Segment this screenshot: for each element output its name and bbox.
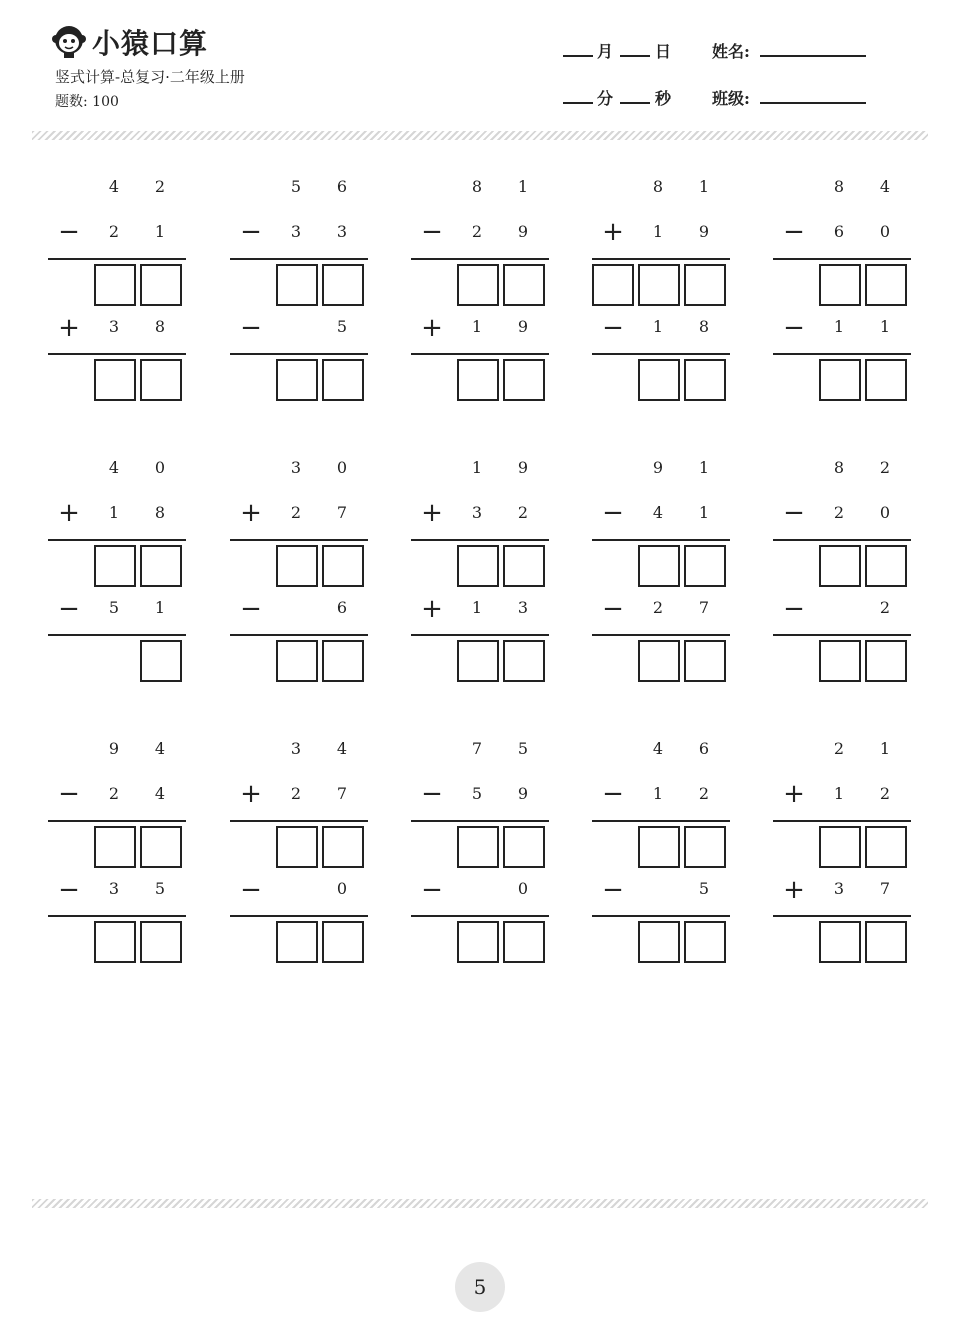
operand-digit: 0: [336, 458, 348, 477]
equals-line: [48, 634, 186, 636]
second-label: 秒: [655, 89, 672, 108]
operand-digit: 3: [517, 598, 529, 617]
answer-box[interactable]: [140, 826, 182, 868]
answer-box[interactable]: [638, 264, 680, 306]
equals-line: [592, 634, 730, 636]
operand-digit: 1: [471, 598, 483, 617]
equals-line: [592, 539, 730, 541]
operand-digit: 2: [154, 177, 166, 196]
operator-sign: +: [421, 498, 443, 528]
operand-digit: 5: [336, 317, 348, 336]
operand-digit: 1: [471, 458, 483, 477]
equals-line: [230, 258, 368, 260]
operand-digit: 0: [517, 879, 529, 898]
operand-digit: 1: [879, 317, 891, 336]
operator-sign: −: [58, 217, 80, 247]
answer-box[interactable]: [503, 640, 545, 682]
operator-sign: −: [602, 313, 624, 343]
operand-digit: 9: [517, 317, 529, 336]
answer-box[interactable]: [865, 359, 907, 401]
vertical-problem: [773, 170, 913, 400]
operator-sign: +: [421, 313, 443, 343]
answer-box[interactable]: [457, 264, 499, 306]
operand-digit: 5: [517, 739, 529, 758]
month-label: 月: [597, 42, 614, 61]
answer-box[interactable]: [819, 545, 861, 587]
operand-digit: 3: [290, 222, 302, 241]
operand-digit: 4: [336, 739, 348, 758]
minute-blank[interactable]: [563, 102, 593, 104]
operand-digit: 8: [471, 177, 483, 196]
operand-digit: 1: [879, 739, 891, 758]
operator-sign: +: [783, 875, 805, 905]
operand-digit: 0: [336, 879, 348, 898]
answer-box[interactable]: [865, 826, 907, 868]
operand-digit: 3: [336, 222, 348, 241]
equals-line: [411, 539, 549, 541]
operand-digit: 2: [879, 458, 891, 477]
operand-digit: 6: [336, 598, 348, 617]
vertical-problem: [48, 451, 188, 681]
operator-sign: −: [602, 875, 624, 905]
answer-box[interactable]: [819, 640, 861, 682]
answer-box[interactable]: [322, 921, 364, 963]
operator-sign: −: [783, 313, 805, 343]
equals-line: [411, 820, 549, 822]
equals-line: [592, 915, 730, 917]
answer-box[interactable]: [684, 264, 726, 306]
class-label: 班级:: [712, 89, 750, 108]
answer-box[interactable]: [684, 921, 726, 963]
operand-digit: 2: [108, 784, 120, 803]
operand-digit: 8: [833, 458, 845, 477]
equals-line: [48, 539, 186, 541]
operand-digit: 2: [879, 784, 891, 803]
answer-box[interactable]: [503, 826, 545, 868]
operator-sign: −: [240, 313, 262, 343]
vertical-problem: [411, 170, 551, 400]
equals-line: [773, 258, 911, 260]
class-blank[interactable]: [760, 102, 866, 104]
equals-line: [48, 820, 186, 822]
answer-box[interactable]: [140, 640, 182, 682]
equals-line: [230, 353, 368, 355]
answer-box[interactable]: [819, 826, 861, 868]
answer-box[interactable]: [865, 264, 907, 306]
operand-digit: 4: [652, 739, 664, 758]
operand-digit: 4: [108, 458, 120, 477]
answer-box[interactable]: [638, 545, 680, 587]
equals-line: [592, 820, 730, 822]
operand-digit: 3: [108, 879, 120, 898]
operand-digit: 8: [154, 503, 166, 522]
operand-digit: 2: [290, 784, 302, 803]
vertical-problem: [48, 170, 188, 400]
operand-digit: 6: [698, 739, 710, 758]
answer-box[interactable]: [865, 921, 907, 963]
operand-digit: 2: [833, 739, 845, 758]
operand-digit: 1: [154, 598, 166, 617]
answer-box[interactable]: [94, 359, 136, 401]
vertical-problem: [592, 451, 732, 681]
operand-digit: 3: [290, 458, 302, 477]
answer-box[interactable]: [819, 359, 861, 401]
answer-box[interactable]: [819, 264, 861, 306]
operand-digit: 1: [833, 317, 845, 336]
bottom-divider: [32, 1199, 928, 1208]
operator-sign: −: [58, 779, 80, 809]
equals-line: [230, 634, 368, 636]
equals-line: [48, 353, 186, 355]
answer-box[interactable]: [638, 359, 680, 401]
equals-line: [411, 634, 549, 636]
answer-box[interactable]: [865, 545, 907, 587]
equals-line: [230, 539, 368, 541]
operand-digit: 1: [698, 177, 710, 196]
answer-box[interactable]: [503, 921, 545, 963]
answer-box[interactable]: [276, 826, 318, 868]
vertical-problem: [411, 451, 551, 681]
answer-box[interactable]: [322, 545, 364, 587]
operand-digit: 5: [108, 598, 120, 617]
answer-box[interactable]: [276, 640, 318, 682]
name-blank[interactable]: [760, 55, 866, 57]
month-blank[interactable]: [563, 55, 593, 57]
operator-sign: −: [58, 875, 80, 905]
operand-digit: 9: [517, 222, 529, 241]
answer-box[interactable]: [684, 545, 726, 587]
operand-digit: 9: [108, 739, 120, 758]
operand-digit: 8: [833, 177, 845, 196]
vertical-problem: [773, 732, 913, 962]
equals-line: [773, 820, 911, 822]
answer-box[interactable]: [684, 359, 726, 401]
logo-text: 小猿口算: [92, 27, 209, 60]
answer-box[interactable]: [457, 640, 499, 682]
operand-digit: 7: [879, 879, 891, 898]
operand-digit: 2: [833, 503, 845, 522]
equals-line: [773, 539, 911, 541]
answer-box[interactable]: [140, 545, 182, 587]
operand-digit: 3: [108, 317, 120, 336]
operator-sign: −: [783, 217, 805, 247]
operand-digit: 5: [698, 879, 710, 898]
operand-digit: 1: [652, 784, 664, 803]
operand-digit: 7: [336, 503, 348, 522]
answer-box[interactable]: [94, 921, 136, 963]
answer-box[interactable]: [819, 921, 861, 963]
operand-digit: 1: [833, 784, 845, 803]
equals-line: [592, 353, 730, 355]
second-blank[interactable]: [620, 102, 650, 104]
day-blank[interactable]: [620, 55, 650, 57]
equals-line: [48, 915, 186, 917]
vertical-problem: [230, 170, 370, 400]
operand-digit: 5: [290, 177, 302, 196]
answer-box[interactable]: [276, 264, 318, 306]
vertical-problem: [230, 732, 370, 962]
answer-box[interactable]: [94, 826, 136, 868]
answer-box[interactable]: [276, 921, 318, 963]
worksheet-subtitle: 竖式计算-总复习·二年级上册: [55, 68, 245, 86]
operator-sign: +: [58, 498, 80, 528]
operand-digit: 6: [336, 177, 348, 196]
operator-sign: −: [602, 779, 624, 809]
equals-line: [773, 634, 911, 636]
operand-digit: 2: [108, 222, 120, 241]
operand-digit: 3: [471, 503, 483, 522]
answer-box[interactable]: [503, 359, 545, 401]
answer-box[interactable]: [457, 359, 499, 401]
problem-count: 题数: 100: [55, 94, 119, 110]
equals-line: [411, 258, 549, 260]
operand-digit: 4: [879, 177, 891, 196]
equals-line: [411, 353, 549, 355]
answer-box[interactable]: [94, 264, 136, 306]
operand-digit: 1: [154, 222, 166, 241]
operator-sign: −: [240, 217, 262, 247]
operand-digit: 1: [517, 177, 529, 196]
answer-box[interactable]: [503, 545, 545, 587]
answer-box[interactable]: [140, 359, 182, 401]
operator-sign: +: [783, 779, 805, 809]
answer-box[interactable]: [457, 545, 499, 587]
operand-digit: 3: [290, 739, 302, 758]
vertical-problem: [48, 732, 188, 962]
answer-box[interactable]: [140, 264, 182, 306]
answer-box[interactable]: [865, 640, 907, 682]
operator-sign: −: [58, 594, 80, 624]
operator-sign: +: [602, 217, 624, 247]
answer-box[interactable]: [322, 640, 364, 682]
operand-digit: 4: [154, 739, 166, 758]
operator-sign: +: [240, 498, 262, 528]
answer-box[interactable]: [638, 640, 680, 682]
equals-line: [592, 258, 730, 260]
answer-box[interactable]: [684, 826, 726, 868]
operator-sign: −: [240, 594, 262, 624]
operand-digit: 2: [471, 222, 483, 241]
operand-digit: 3: [833, 879, 845, 898]
operand-digit: 7: [698, 598, 710, 617]
operator-sign: −: [421, 875, 443, 905]
operator-sign: +: [58, 313, 80, 343]
operand-digit: 7: [471, 739, 483, 758]
vertical-problem: [592, 170, 732, 400]
answer-box[interactable]: [322, 359, 364, 401]
operand-digit: 4: [154, 784, 166, 803]
equals-line: [230, 915, 368, 917]
operand-digit: 9: [517, 458, 529, 477]
answer-box[interactable]: [94, 545, 136, 587]
answer-box[interactable]: [638, 921, 680, 963]
equals-line: [230, 820, 368, 822]
answer-box[interactable]: [322, 264, 364, 306]
equals-line: [411, 915, 549, 917]
answer-box[interactable]: [457, 826, 499, 868]
answer-box[interactable]: [592, 264, 634, 306]
answer-box[interactable]: [503, 264, 545, 306]
page-number: 5: [455, 1262, 505, 1312]
operand-digit: 4: [108, 177, 120, 196]
operand-digit: 9: [652, 458, 664, 477]
answer-box[interactable]: [684, 640, 726, 682]
operator-sign: −: [783, 498, 805, 528]
operator-sign: −: [421, 217, 443, 247]
answer-box[interactable]: [322, 826, 364, 868]
answer-box[interactable]: [276, 359, 318, 401]
operand-digit: 1: [108, 503, 120, 522]
operand-digit: 1: [698, 458, 710, 477]
operand-digit: 2: [879, 598, 891, 617]
operator-sign: −: [783, 594, 805, 624]
equals-line: [773, 915, 911, 917]
name-label: 姓名:: [712, 42, 750, 61]
minute-label: 分: [597, 89, 614, 108]
operand-digit: 9: [517, 784, 529, 803]
vertical-problem: [773, 451, 913, 681]
vertical-problem: [230, 451, 370, 681]
operand-digit: 6: [833, 222, 845, 241]
operator-sign: −: [421, 779, 443, 809]
answer-box[interactable]: [457, 921, 499, 963]
operand-digit: 0: [154, 458, 166, 477]
operand-digit: 8: [652, 177, 664, 196]
answer-box[interactable]: [276, 545, 318, 587]
operator-sign: −: [602, 594, 624, 624]
operand-digit: 9: [698, 222, 710, 241]
operand-digit: 1: [652, 222, 664, 241]
answer-box[interactable]: [140, 921, 182, 963]
operand-digit: 1: [698, 503, 710, 522]
operand-digit: 0: [879, 222, 891, 241]
operand-digit: 5: [154, 879, 166, 898]
operator-sign: +: [421, 594, 443, 624]
day-label: 日: [655, 42, 672, 61]
monkey-logo-icon: [52, 24, 86, 58]
operator-sign: +: [240, 779, 262, 809]
operand-digit: 4: [652, 503, 664, 522]
vertical-problem: [592, 732, 732, 962]
operand-digit: 2: [652, 598, 664, 617]
operand-digit: 2: [698, 784, 710, 803]
operand-digit: 8: [698, 317, 710, 336]
equals-line: [773, 353, 911, 355]
top-divider: [32, 131, 928, 140]
operand-digit: 2: [290, 503, 302, 522]
operand-digit: 7: [336, 784, 348, 803]
operand-digit: 5: [471, 784, 483, 803]
operand-digit: 0: [879, 503, 891, 522]
answer-box[interactable]: [638, 826, 680, 868]
equals-line: [48, 258, 186, 260]
operand-digit: 1: [471, 317, 483, 336]
operator-sign: −: [602, 498, 624, 528]
operator-sign: −: [240, 875, 262, 905]
vertical-problem: [411, 732, 551, 962]
operand-digit: 2: [517, 503, 529, 522]
operand-digit: 8: [154, 317, 166, 336]
operand-digit: 1: [652, 317, 664, 336]
